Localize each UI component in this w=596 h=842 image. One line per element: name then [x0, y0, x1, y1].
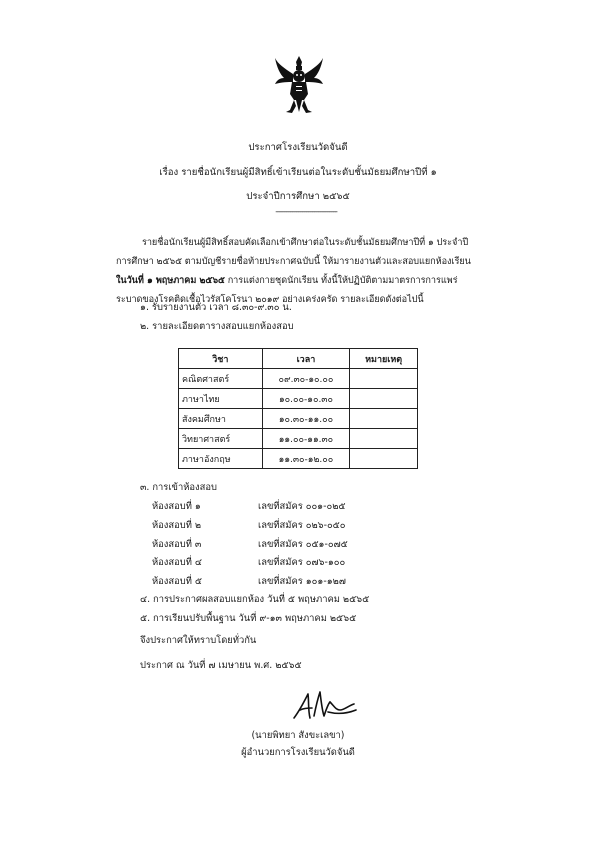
cell-time: ๑๐.๓๐-๑๑.๐๐: [262, 409, 350, 429]
header-time: เวลา: [262, 349, 350, 369]
exam-schedule-table: [178, 348, 418, 469]
room-range: เลขที่สมัคร ๐๗๖-๑๐๐: [258, 557, 346, 568]
list-item: [152, 574, 346, 589]
list-item: [152, 518, 346, 533]
cell-note: [350, 369, 418, 389]
cell-note: [350, 429, 418, 449]
room-range: เลขที่สมัคร ๐๕๑-๐๗๕: [258, 539, 348, 550]
cell-time: ๑๑.๓๐-๑๒.๐๐: [262, 449, 350, 469]
header-note: หมายเหตุ: [350, 349, 418, 369]
para-bold-date: ในวันที่ ๑ พฤษภาคม ๒๕๖๕: [116, 276, 225, 286]
room-label: ห้องสอบที่ ๒: [152, 520, 202, 531]
closing-line: จึงประกาศให้ทราบโดยทั่วกัน: [140, 635, 257, 646]
list-item: [152, 537, 348, 552]
para-text-2: การแต่งกายชุดนักเรียน ทั้งนี้ให้ปฏิบัติตามมาตรการการแพร่ระบาดของโรคติดเชื้อไวรัสโคโรนา ๒๐๑๙ อย่างเคร่งครัด รายละเอียดดังต่อไปนี้: [116, 276, 458, 305]
cell-note: [350, 409, 418, 429]
garuda-emblem-icon: [274, 54, 324, 116]
table-row: [179, 389, 418, 409]
signer-position: ผู้อำนวยการโรงเรียนวัดจันดี: [241, 747, 355, 758]
body-paragraph: [116, 234, 482, 310]
item-2: ๒. รายละเอียดตารางสอบแยกห้องสอบ: [140, 321, 294, 332]
room-label: ห้องสอบที่ ๓: [152, 539, 202, 550]
table-row: [179, 429, 418, 449]
room-label: ห้องสอบที่ ๑: [152, 501, 201, 512]
table-row: [179, 369, 418, 389]
para-text-1: รายชื่อนักเรียนผู้มีสิทธิ์สอบคัดเลือกเข้าศึกษาต่อในระดับชั้นมัธยมศึกษาปีที่ ๑ ประจำปีการศึกษา ๒๕๖๕ ตามบัญชีรายชื่อท้ายประกาศฉบับนี้ ให้มารายงานตัวและสอบแยกห้องเรียน: [116, 238, 471, 267]
room-label: ห้องสอบที่ ๕: [152, 576, 202, 587]
list-item: [152, 555, 345, 570]
item-3: ๓. การเข้าห้องสอบ: [140, 482, 217, 493]
doc-subject: เรื่อง รายชื่อนักเรียนผู้มีสิทธิ์เข้าเรียนต่อในระดับชั้นมัธยมศึกษาปีที่ ๑: [159, 167, 437, 178]
cell-time: ๑๑.๐๐-๑๑.๓๐: [262, 429, 350, 449]
room-range: เลขที่สมัคร ๑๐๑-๑๒๗: [258, 576, 346, 587]
doc-year: ประจำปีการศึกษา ๒๕๖๕: [246, 191, 350, 202]
room-range: เลขที่สมัคร ๐๐๑-๐๒๕: [258, 501, 346, 512]
cell-subject: วิทยาศาสตร์: [179, 429, 263, 449]
header-subject: วิชา: [179, 349, 263, 369]
doc-title: ประกาศโรงเรียนวัดจันดี: [248, 142, 348, 153]
table-row: [179, 409, 418, 429]
room-range: เลขที่สมัคร ๐๒๖-๐๕๐: [258, 520, 346, 531]
item-1: ๑. รับรายงานตัว เวลา ๘.๓๐-๙.๓๐ น.: [140, 302, 292, 313]
cell-note: [350, 449, 418, 469]
item-4: ๔. การประกาศผลสอบแยกห้อง วันที่ ๕ พฤษภาคม ๒๕๖๕: [140, 594, 370, 605]
table-row: [179, 449, 418, 469]
table-header-row: [179, 349, 418, 369]
cell-subject: ภาษาไทย: [179, 389, 263, 409]
signer-name: (นายพิทยา สังขะเลขา): [251, 730, 345, 741]
cell-subject: คณิตศาสตร์: [179, 369, 263, 389]
cell-time: ๑๐.๐๐-๑๐.๓๐: [262, 389, 350, 409]
cell-subject: ภาษาอังกฤษ: [179, 449, 263, 469]
item-5: ๕. การเรียนปรับพื้นฐาน วันที่ ๙-๑๓ พฤษภาคม ๒๕๖๕: [140, 613, 357, 624]
cell-subject: สังคมศึกษา: [179, 409, 263, 429]
signature-icon: [290, 688, 360, 722]
cell-note: [350, 389, 418, 409]
room-label: ห้องสอบที่ ๔: [152, 557, 202, 568]
cell-time: ๐๙.๓๐-๑๐.๐๐: [262, 369, 350, 389]
announce-date: ประกาศ ณ วันที่ ๗ เมษายน พ.ศ. ๒๕๖๕: [140, 660, 302, 671]
list-item: [152, 499, 346, 514]
divider-dashes: ------------------------------: [275, 207, 337, 217]
